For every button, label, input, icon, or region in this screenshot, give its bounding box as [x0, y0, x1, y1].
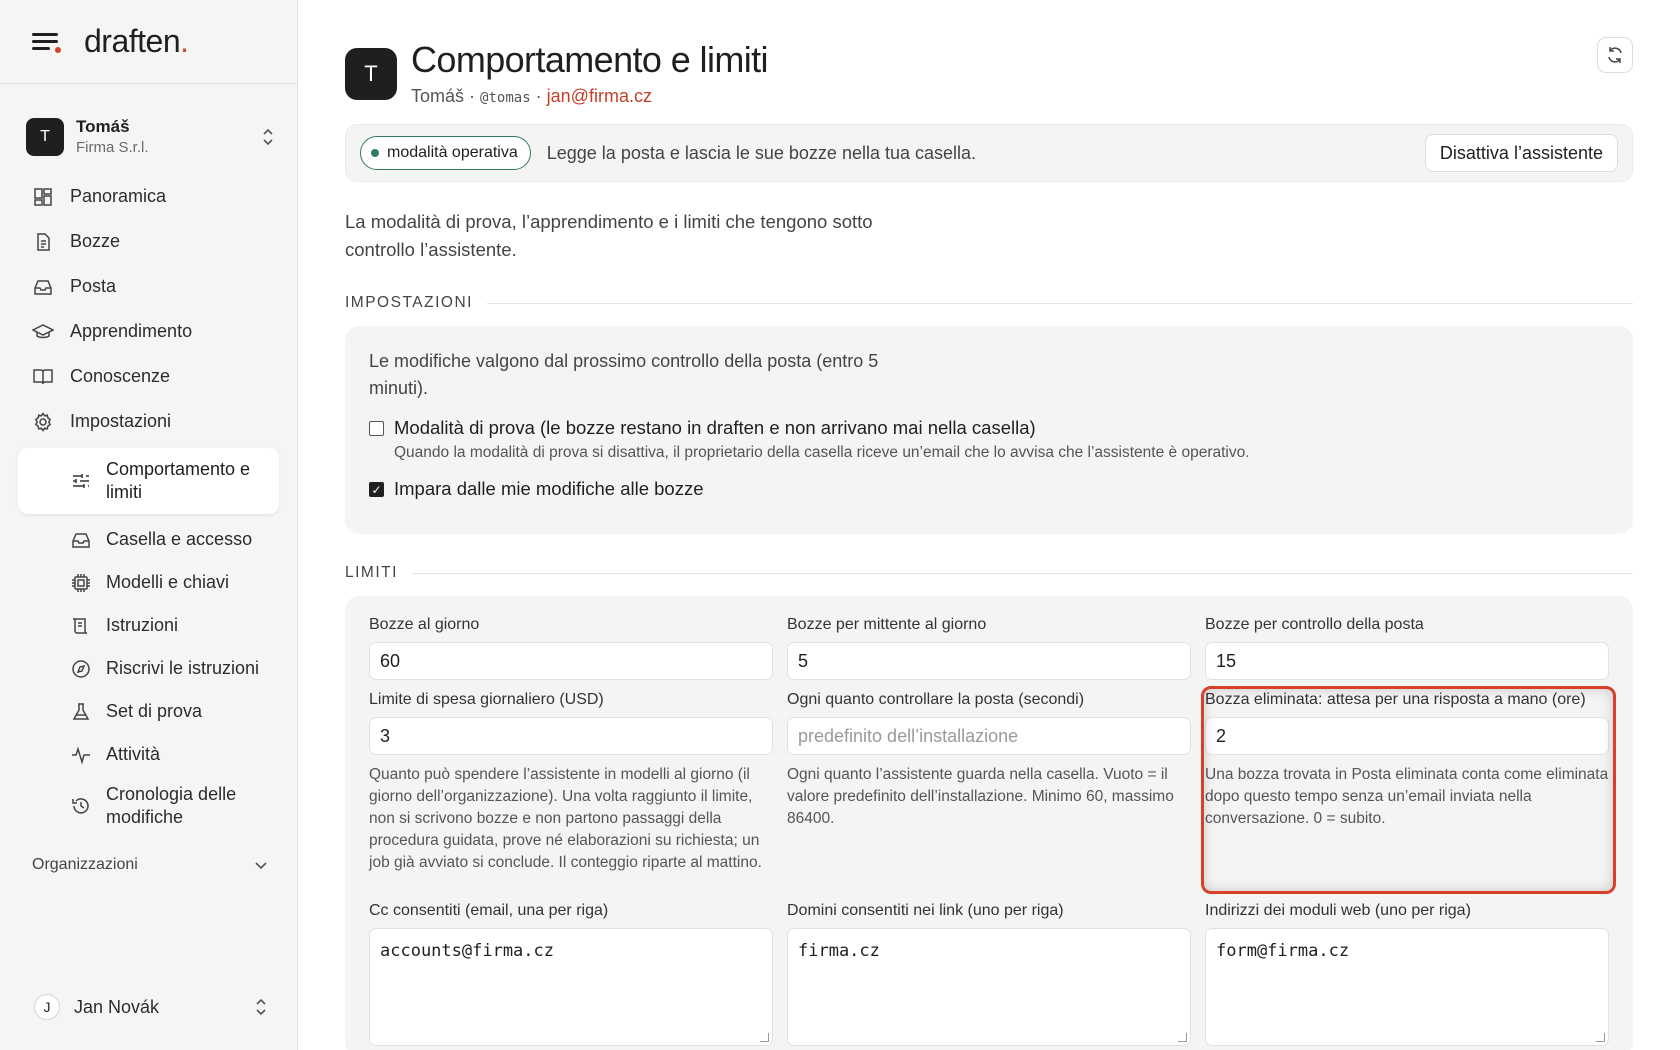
activity-icon	[70, 744, 92, 766]
flask-icon	[70, 701, 92, 723]
owner-handle: @tomas	[480, 90, 531, 106]
refresh-icon	[1606, 46, 1624, 64]
sidebar-item-comportamento-limiti[interactable]	[18, 448, 279, 514]
main-content	[345, 0, 1633, 1050]
drafts-per-sender-input[interactable]: 5	[787, 642, 1191, 680]
web-forms-textarea[interactable]: form@firma.cz	[1205, 928, 1609, 1046]
owner-email[interactable]: jan@firma.cz	[546, 86, 652, 106]
sidebar	[0, 0, 298, 1050]
sidebar-item-label: Modelli e chiavi	[106, 572, 230, 592]
page-description: La modalità di prova, l’apprendimento e i limiti che tengono sotto controllo l’assistente.	[345, 211, 873, 260]
owner-name: Tomáš	[411, 86, 465, 106]
poll-interval-field	[787, 691, 1191, 830]
sidebar-item-label: Bozze	[70, 231, 121, 251]
drafts-per-sender-field	[787, 616, 1191, 680]
section-title-limits: LIMITI	[345, 564, 1633, 582]
section-title-settings: IMPOSTAZIONI	[345, 294, 1633, 312]
sidebar-item-bozze[interactable]	[0, 219, 297, 264]
allowed-cc-textarea[interactable]: accounts@firma.cz	[369, 928, 773, 1046]
sidebar-item-label: Attività	[106, 744, 161, 764]
sidebar-item-riscrivi-istruzioni[interactable]	[0, 647, 297, 690]
sidebar-item-label: Comportamento e limiti	[106, 459, 251, 502]
logo[interactable]: draften.	[84, 23, 189, 59]
sidebar-item-label: Panoramica	[70, 186, 167, 206]
sidebar-item-set-prova[interactable]	[0, 690, 297, 733]
field-label: Bozze al giorno	[369, 616, 480, 633]
drafts-per-check-input[interactable]: 15	[1205, 642, 1609, 680]
status-text: Legge la posta e lascia le sue bozze nella tua casella.	[546, 142, 977, 163]
page-title: Comportamento e limiti	[411, 39, 768, 80]
test-mode-hint: Quando la modalità di prova si disattiva, il proprietario della casella riceve un’email che lo avvisa che l’assistente è operativo.	[394, 444, 1250, 461]
sidebar-item-casella-accesso[interactable]	[0, 518, 297, 561]
deleted-wait-input[interactable]: 2	[1205, 717, 1609, 755]
sidebar-item-label: Posta	[70, 276, 117, 296]
sidebar-item-label: Casella e accesso	[106, 529, 253, 549]
drafts-per-day-input[interactable]: 60	[369, 642, 773, 680]
compass-icon	[70, 658, 92, 680]
organizations-label: Organizzazioni	[32, 856, 138, 873]
daily-spend-field	[369, 691, 773, 874]
allowed-cc-field	[369, 902, 773, 1046]
allowed-domains-textarea[interactable]: firma.cz	[787, 928, 1191, 1046]
separator: ·	[535, 86, 542, 106]
scroll-icon	[70, 615, 92, 637]
chip-icon	[70, 572, 92, 594]
avatar: J	[34, 994, 60, 1020]
sidebar-item-label: Istruzioni	[106, 615, 179, 635]
field-hint: Una bozza trovata in Posta eliminata conta come eliminata dopo questo tempo senza un’email inviata nella conversazione. 0 = subito.	[1205, 766, 1609, 827]
sidebar-item-istruzioni[interactable]	[0, 604, 297, 647]
avatar: T	[345, 48, 397, 100]
field-label: Limite di spesa giornaliero (USD)	[369, 691, 604, 708]
learn-label[interactable]: Impara dalle mie modifiche alle bozze	[394, 478, 704, 499]
workspace-org: Firma S.r.l.	[76, 139, 149, 156]
history-icon	[70, 795, 92, 817]
sidebar-item-panoramica[interactable]	[0, 174, 297, 219]
drafts-per-day-field	[369, 616, 773, 680]
main-nav	[0, 174, 297, 444]
test-mode-checkbox[interactable]	[369, 421, 384, 436]
sidebar-item-label: Riscrivi le istruzioni	[106, 658, 260, 678]
chevron-down-icon	[254, 860, 268, 870]
settings-note: Le modifiche valgono dal prossimo controllo della posta (entro 5 minuti).	[369, 351, 879, 398]
web-forms-field	[1205, 902, 1609, 1046]
field-hint: Ogni quanto l’assistente guarda nella casella. Vuoto = il valore predefinito dell’installazione. Minimo 60, massimo 86400.	[787, 766, 1174, 827]
field-label: Bozze per mittente al giorno	[787, 616, 987, 633]
sidebar-item-modelli-chiavi[interactable]	[0, 561, 297, 604]
drafts-per-check-field	[1205, 616, 1609, 680]
book-icon	[32, 366, 54, 388]
chevron-updown-icon	[254, 997, 268, 1017]
field-label: Bozza eliminata: attesa per una risposta a mano (ore)	[1205, 691, 1586, 708]
chevron-updown-icon	[261, 127, 275, 147]
field-label: Domini consentiti nei link (uno per riga)	[787, 902, 1064, 919]
field-label: Indirizzi dei moduli web (uno per riga)	[1205, 902, 1471, 919]
sidebar-item-label: Conoscenze	[70, 366, 171, 386]
separator: ·	[469, 86, 476, 106]
sidebar-item-conoscenze[interactable]	[0, 354, 297, 399]
field-label: Cc consentiti (email, una per riga)	[369, 902, 609, 919]
document-icon	[32, 231, 54, 253]
settings-panel	[345, 326, 1633, 534]
sidebar-item-label: Cronologia delle modifiche	[106, 784, 237, 827]
brand-bar	[0, 0, 297, 84]
dashboard-icon	[32, 186, 54, 208]
workspace-avatar: T	[26, 118, 64, 156]
sidebar-item-cronologia[interactable]	[0, 776, 297, 836]
field-label: Bozze per controllo della posta	[1205, 616, 1424, 633]
refresh-button[interactable]	[1597, 37, 1633, 73]
sidebar-item-label: Impostazioni	[70, 411, 172, 431]
sidebar-item-apprendimento[interactable]	[0, 309, 297, 354]
gear-icon	[32, 411, 54, 433]
sidebar-item-label: Set di prova	[106, 701, 203, 721]
disable-assistant-button[interactable]: Disattiva l’assistente	[1425, 134, 1618, 172]
learn-checkbox[interactable]: ✓	[369, 482, 384, 497]
daily-spend-input[interactable]: 3	[369, 717, 773, 755]
menu-icon[interactable]	[32, 31, 60, 53]
field-label: Ogni quanto controllare la posta (secondi)	[787, 691, 1085, 708]
allowed-domains-field	[787, 902, 1191, 1046]
deleted-wait-field	[1205, 691, 1609, 830]
organizations-toggle[interactable]	[32, 856, 268, 874]
settings-subnav	[0, 448, 297, 836]
test-mode-label[interactable]: Modalità di prova (le bozze restano in draften e non arrivano mai nella casella)	[394, 417, 1036, 438]
limits-panel	[345, 596, 1633, 1050]
page-header	[345, 38, 768, 107]
graduation-cap-icon	[32, 321, 54, 343]
assistant-status-bar	[345, 124, 1633, 182]
sliders-icon	[70, 470, 92, 492]
sidebar-item-impostazioni[interactable]	[0, 399, 297, 444]
user-menu[interactable]	[34, 994, 268, 1020]
field-hint: Quanto può spendere l’assistente in modelli al giorno (il giorno dell’organizzazione). Una volta raggiunto il limite, non si scrivono bozze e non partono passaggi della procedura guidata, prove né elaborazioni su richiesta; un job già avviato si conclude. Il conteggio riparte al mattino.	[369, 766, 762, 871]
page-subtitle	[411, 86, 768, 107]
workspace-name: Tomáš	[76, 117, 130, 136]
user-name: Jan Novák	[74, 996, 160, 1017]
inbox-icon	[70, 529, 92, 551]
sidebar-item-attivita[interactable]	[0, 733, 297, 776]
workspace-switcher[interactable]	[26, 112, 275, 162]
inbox-icon	[32, 276, 54, 298]
sidebar-item-posta[interactable]	[0, 264, 297, 309]
poll-interval-input[interactable]: predefinito dell’installazione	[787, 717, 1191, 755]
sidebar-item-label: Apprendimento	[70, 321, 193, 341]
status-badge: modalità operativa	[360, 136, 531, 170]
